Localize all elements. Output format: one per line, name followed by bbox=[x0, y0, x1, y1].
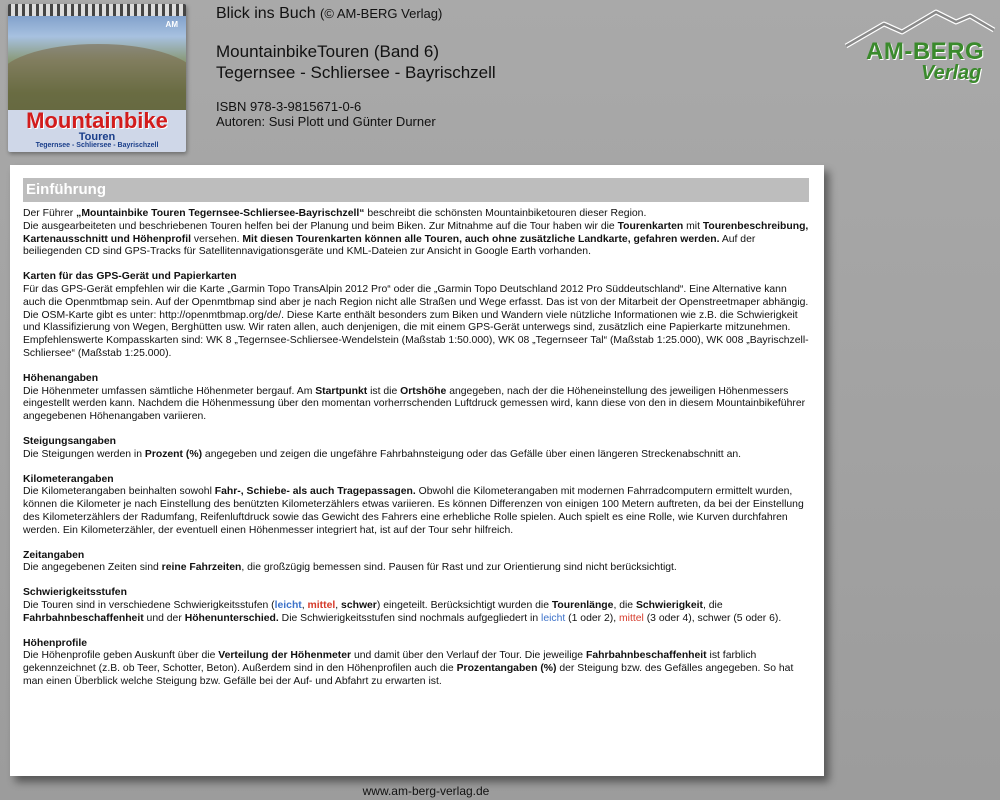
book-title-line2: Tegernsee - Schliersee - Bayrischzell bbox=[216, 63, 496, 82]
text: Der Führer bbox=[23, 208, 77, 219]
gps-paragraph: Für das GPS-Gerät empfehlen wir die Karte „Garmin Topo TransAlpin 2012 Pro“ oder die „Garmin Topo Deutschland 2012 Pro Süddeutschland“. Eine Alternative kann auch die Openmtbmap sein. Auf der Openmtbmap sind aber je nach Region nicht alle Straßen und Wege erfasst. Das ist von der Mitarbeit der Openstreetmaper abhängig. Die OSM-Karte gibt es unter: http://openmtbmap.org/de/. Diese Karte enthält besonders zum Biken und Wandern viele nützliche Informationen wie z.B. die Schwierigkeit und Klassifizierung von Wegen, Berghütten usw. Wir raten allen, auch denjenigen, die mit einem GPS-Gerät unterwegs sind, zusätzlich eine Papierkarte mitzunehmen. Empfehlenswerte Kompasskarten sind: WK 8 „Tegernsee-Schliersee-Wendelstein (Maßstab 1:50.000), WK 08 „Tegernseer Tal“ (Maßstab 1:25.000), WK 008 „Bayrischzell-Schliersee“ (Maßstab 1:25.000). bbox=[23, 283, 809, 359]
level-mittel: mittel bbox=[307, 599, 336, 611]
steigung-heading: Steigungsangaben bbox=[23, 435, 116, 447]
level-leicht-inline: leicht bbox=[541, 612, 566, 624]
bold-text: Höhenunterschied. bbox=[184, 612, 279, 624]
text: (3 oder 4), schwer (5 oder 6). bbox=[643, 612, 782, 624]
section-title: Einführung bbox=[23, 178, 809, 202]
footer-url[interactable]: www.am-berg-verlag.de bbox=[362, 784, 490, 798]
cover-brand: AM bbox=[165, 20, 178, 29]
text: der Steigung bzw. des Gefälles angegeben. So hat man einen Überblick welche Steigung bzw. Gefälle bei der Auf- und Abfahrt zu erwarten ist. bbox=[23, 663, 794, 687]
authors: Autoren: Susi Plott und Günter Durner bbox=[216, 114, 436, 129]
text: (1 oder 2), bbox=[565, 612, 619, 624]
steigung-paragraph bbox=[23, 449, 810, 462]
bold-text: Verteilung der Höhenmeter bbox=[218, 650, 352, 662]
text: versehen. bbox=[191, 233, 243, 245]
bold-text: Prozentangaben (%) bbox=[456, 663, 557, 675]
text: Die Kilometerangaben beinhalten sowohl bbox=[23, 486, 215, 498]
level-leicht: leicht bbox=[274, 599, 302, 611]
text: , die großzügig bemessen sind. Pausen für Rast und zur Orientierung sind nicht berücksichtigt. bbox=[241, 562, 677, 574]
text: Die Schwierigkeitsstufen sind nochmals aufgegliedert in bbox=[278, 612, 542, 624]
book-meta bbox=[216, 99, 496, 129]
publisher-logo bbox=[844, 6, 996, 84]
schwierig-paragraph bbox=[23, 600, 810, 626]
text: ist farblich gekennzeichnet (z.B. ob Teer, Schotter, Beton). Außerdem sind in den Höhenprofilen auch die bbox=[23, 650, 757, 675]
document-page bbox=[10, 165, 824, 776]
kicker bbox=[216, 5, 496, 23]
text: , die bbox=[702, 599, 723, 611]
kicker-label: Blick ins Buch bbox=[216, 5, 316, 22]
bold-text: Fahrbahnbeschaffenheit bbox=[585, 650, 707, 662]
schwierig-heading: Schwierigkeitsstufen bbox=[23, 587, 127, 599]
bold-text: reine Fahrzeiten bbox=[161, 562, 242, 574]
text: Die ausgearbeiteten und beschriebenen Touren helfen bei der Planung und beim Biken. Zur Mitnahme auf die Tour haben wir die bbox=[23, 220, 618, 232]
book-title bbox=[216, 41, 496, 83]
text: , bbox=[335, 599, 342, 611]
text: mit bbox=[683, 220, 703, 232]
text: und der bbox=[143, 612, 185, 624]
profil-heading: Höhenprofile bbox=[23, 637, 88, 649]
cover-photo-hill bbox=[8, 44, 186, 114]
text: Die Höhenmeter umfassen sämtliche Höhenmeter bergauf. Am bbox=[23, 385, 316, 397]
book-title-line1: MountainbikeTouren (Band 6) bbox=[216, 42, 440, 61]
logo-line2: Verlag bbox=[921, 62, 982, 84]
hoehen-paragraph bbox=[23, 386, 810, 424]
book-cover bbox=[8, 4, 186, 152]
text: Die Steigungen werden in bbox=[23, 448, 145, 460]
text: ist die bbox=[367, 385, 401, 397]
bold-text: Fahrbahnbeschaffenheit bbox=[23, 612, 144, 624]
level-mittel-inline: mittel bbox=[619, 612, 644, 624]
bold-text: Fahr-, Schiebe- als auch Tragepassagen. bbox=[214, 486, 416, 498]
bold-text: Tourenbeschreibung, Kartenausschnitt und Höhenprofil bbox=[23, 220, 809, 245]
level-schwer: schwer bbox=[341, 599, 377, 611]
zeit-heading: Zeitangaben bbox=[23, 549, 85, 561]
logo-line1: AM-BERG bbox=[866, 38, 985, 65]
kicker-note: (© AM-BERG Verlag) bbox=[320, 6, 443, 21]
gps-heading: Karten für das GPS-Gerät und Papierkarten bbox=[23, 271, 237, 283]
text: Obwohl die Kilometerangaben mit modernen Fahrradcomputern ermittelt wurden, können die Kilometer je nach Einstellung des benützten Kilometerzählers etwas variieren. Es können Differenzen von einigen 100 Metern auftreten, da bei der Einstellung des Kilometerzählers der Radumfang, Reifenluftdruck sowie das Gewicht des Fahrers eine erhebliche Rolle spielen. Auch spielt es eine Rolle, wie Kurven durchfahren werden. Ein Kilometerzähler, der eventuell einen Höhenmesser integriert hat, ist auf der Tour sehr hilfreich. bbox=[23, 486, 804, 536]
book-info bbox=[216, 5, 496, 129]
zeit-paragraph bbox=[23, 562, 810, 575]
text: beschreibt die schönsten Mountainbiketouren dieser Region. bbox=[364, 208, 647, 219]
page-content bbox=[10, 202, 824, 689]
bold-text: Prozent (%) bbox=[144, 448, 203, 460]
bold-text: Ortshöhe bbox=[400, 385, 447, 397]
km-heading: Kilometerangaben bbox=[23, 473, 114, 485]
text: angegeben, nach der die Höheneinstellung des jeweiligen Höhenmessers eingestellt werden kann. Nachdem die Höhenmessung über den momentan vorherrschenden Luftdruck gemessen wird, kann diese von den in diesem Mountainbikeführer angegebenen Höhenangaben variieren. bbox=[23, 385, 806, 423]
bold-text: Mit diesen Tourenkarten können alle Touren, auch ohne zusätzliche Landkarte, gefahren werden. bbox=[242, 233, 720, 245]
text: Die Touren sind in verschiedene Schwierigkeitsstufen ( bbox=[23, 599, 275, 611]
cover-title: Mountainbike bbox=[26, 108, 168, 133]
bold-text: Schwierigkeit bbox=[635, 599, 703, 611]
hoehen-heading: Höhenangaben bbox=[23, 372, 99, 384]
text: ) eingeteilt. Berücksichtigt wurden die bbox=[376, 599, 552, 611]
bold-text: „Mountainbike Touren Tegernsee-Schliersee-Bayrischzell“ bbox=[76, 208, 365, 219]
text: Die Höhenprofile geben Auskunft über die bbox=[23, 650, 219, 662]
cover-spiral-binding bbox=[8, 4, 186, 16]
km-paragraph bbox=[23, 486, 810, 537]
cover-region: Tegernsee - Schliersee - Bayrischzell bbox=[35, 142, 159, 149]
bold-text: Tourenkarten bbox=[617, 220, 684, 232]
text: angegeben und zeigen die ungefähre Fahrbahnsteigung oder das Gefälle über einen längeren Streckenabschnitt an. bbox=[202, 448, 742, 460]
text: Auf der beiliegenden CD sind GPS-Tracks für Satellitennavigationsgeräte und KML-Dateien zur Ansicht in Google Earth vorhanden. bbox=[23, 233, 756, 258]
profil-paragraph bbox=[23, 650, 810, 688]
text: Die angegebenen Zeiten sind bbox=[23, 562, 162, 574]
text: , bbox=[301, 599, 308, 611]
isbn: ISBN 978-3-9815671-0-6 bbox=[216, 99, 362, 114]
intro-paragraph bbox=[23, 208, 810, 259]
bold-text: Startpunkt bbox=[315, 385, 368, 397]
text: und damit über den Verlauf der Tour. Die jeweilige bbox=[351, 650, 586, 662]
cover-subtitle: Touren bbox=[78, 131, 116, 143]
bold-text: Tourenlänge bbox=[551, 599, 614, 611]
text: , die bbox=[613, 599, 636, 611]
